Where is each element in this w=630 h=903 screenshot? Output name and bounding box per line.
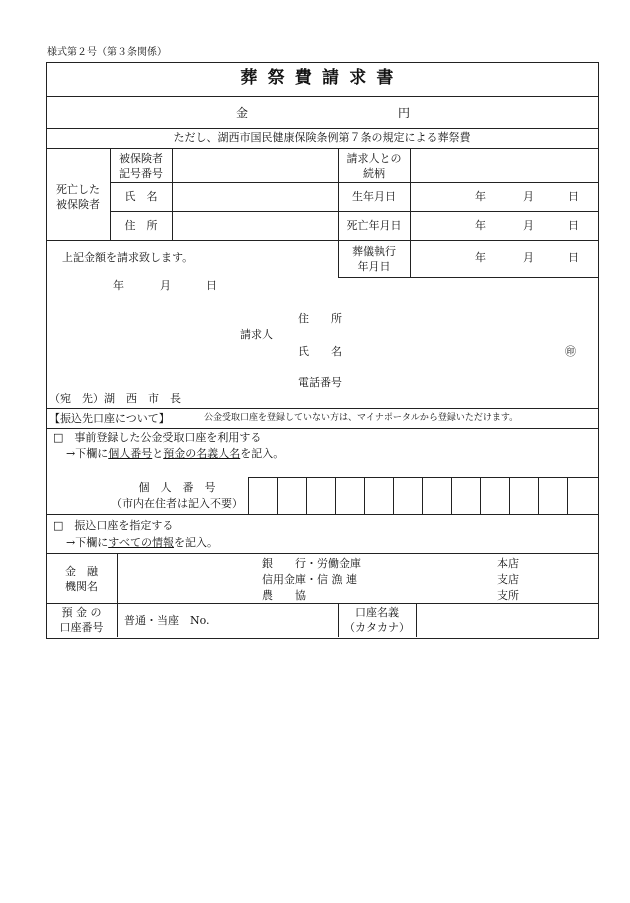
death-date-label: 死亡年月日 bbox=[346, 219, 402, 232]
deceased-name-label: 氏 名 bbox=[124, 190, 158, 203]
bank-type-2[interactable]: 信用金庫・信 漁 連 bbox=[262, 573, 357, 586]
option1-note: →下欄に個人番号と預金の名義人名を記入。 bbox=[66, 447, 285, 460]
form-number: 様式第２号（第３条関係） bbox=[47, 47, 167, 58]
individual-number-label: 個 人 番 号 bbox=[138, 481, 216, 494]
funeral-day-unit: 日 bbox=[568, 251, 579, 264]
death-month-unit: 月 bbox=[523, 219, 534, 232]
branch-type-3[interactable]: 支所 bbox=[497, 589, 519, 602]
individual-number-field[interactable] bbox=[249, 478, 597, 513]
claimant-label: 請求人 bbox=[240, 328, 273, 341]
seal-mark: ㊞ bbox=[565, 345, 576, 358]
account-number-label: 預 金 の 口座番号 bbox=[59, 606, 104, 634]
insured-number-label: 被保険者 記号番号 bbox=[119, 152, 163, 180]
institution-label: 金 融 機関名 bbox=[65, 565, 98, 593]
claimant-name-field[interactable] bbox=[355, 340, 555, 360]
relation-field[interactable] bbox=[412, 150, 596, 180]
birth-date-label: 生年月日 bbox=[352, 190, 396, 203]
request-text: 上記金額を請求致します。 bbox=[62, 251, 194, 264]
claimant-name-label: 氏 名 bbox=[298, 345, 342, 358]
account-holder-label: 口座名義 （カタカナ） bbox=[344, 606, 410, 634]
purpose-text: ただし、湖西市国民健康保険条例第７条の規定による葬祭費 bbox=[173, 131, 471, 144]
submit-year-unit: 年 bbox=[113, 279, 124, 292]
death-day-unit: 日 bbox=[568, 219, 579, 232]
claimant-address-label: 住 所 bbox=[298, 312, 342, 325]
amount-unit: 円 bbox=[398, 106, 411, 120]
branch-type-1[interactable]: 本店 bbox=[497, 557, 519, 570]
account-number-field[interactable] bbox=[215, 607, 335, 633]
claimant-phone-field[interactable] bbox=[355, 372, 585, 392]
relation-label: 請求人との 続柄 bbox=[346, 152, 402, 180]
account-type-text: 普通・当座 No. bbox=[124, 614, 210, 627]
branch-name-field[interactable] bbox=[380, 555, 490, 601]
deceased-address-field[interactable] bbox=[174, 213, 336, 238]
submit-month-unit: 月 bbox=[160, 279, 171, 292]
option2-note: →下欄にすべての情報を記入。 bbox=[66, 536, 218, 549]
deceased-name-field[interactable] bbox=[174, 184, 336, 209]
insured-number-field[interactable] bbox=[174, 150, 336, 180]
option-public-account[interactable]: □ 事前登録した公金受取口座を利用する bbox=[53, 431, 262, 444]
individual-number-note: （市内在住者は記入不要） bbox=[111, 497, 243, 510]
birth-day-unit: 日 bbox=[568, 190, 579, 203]
branch-type-2[interactable]: 支店 bbox=[497, 573, 519, 586]
death-year-unit: 年 bbox=[475, 219, 486, 232]
amount-field[interactable] bbox=[260, 100, 390, 122]
deceased-address-label: 住 所 bbox=[124, 219, 158, 232]
funeral-month-unit: 月 bbox=[523, 251, 534, 264]
transfer-heading: 【振込先口座について】 bbox=[49, 412, 170, 425]
option-specify-account[interactable]: □ 振込口座を指定する bbox=[53, 519, 174, 532]
funeral-date-label: 葬儀執行 年月日 bbox=[352, 245, 396, 273]
bank-type-1[interactable]: 銀 行・労働金庫 bbox=[262, 557, 361, 570]
deceased-group-label: 死亡した 被保険者 bbox=[56, 183, 100, 211]
bank-type-3[interactable]: 農 協 bbox=[262, 589, 306, 602]
institution-name-field[interactable] bbox=[119, 555, 249, 601]
claimant-phone-label: 電話番号 bbox=[298, 376, 342, 389]
funeral-year-unit: 年 bbox=[475, 251, 486, 264]
form-title: 葬祭費請求書 bbox=[240, 68, 404, 88]
birth-month-unit: 月 bbox=[523, 190, 534, 203]
birth-year-unit: 年 bbox=[475, 190, 486, 203]
account-holder-field[interactable] bbox=[418, 605, 596, 635]
claimant-address-field[interactable] bbox=[355, 308, 585, 328]
addressee-text: （宛 先）湖 西 市 長 bbox=[49, 392, 181, 405]
transfer-note: 公金受取口座を登録していない方は、マイナポータルから登録いただけます。 bbox=[204, 413, 519, 423]
submit-day-unit: 日 bbox=[206, 279, 217, 292]
amount-prefix: 金 bbox=[236, 106, 249, 120]
